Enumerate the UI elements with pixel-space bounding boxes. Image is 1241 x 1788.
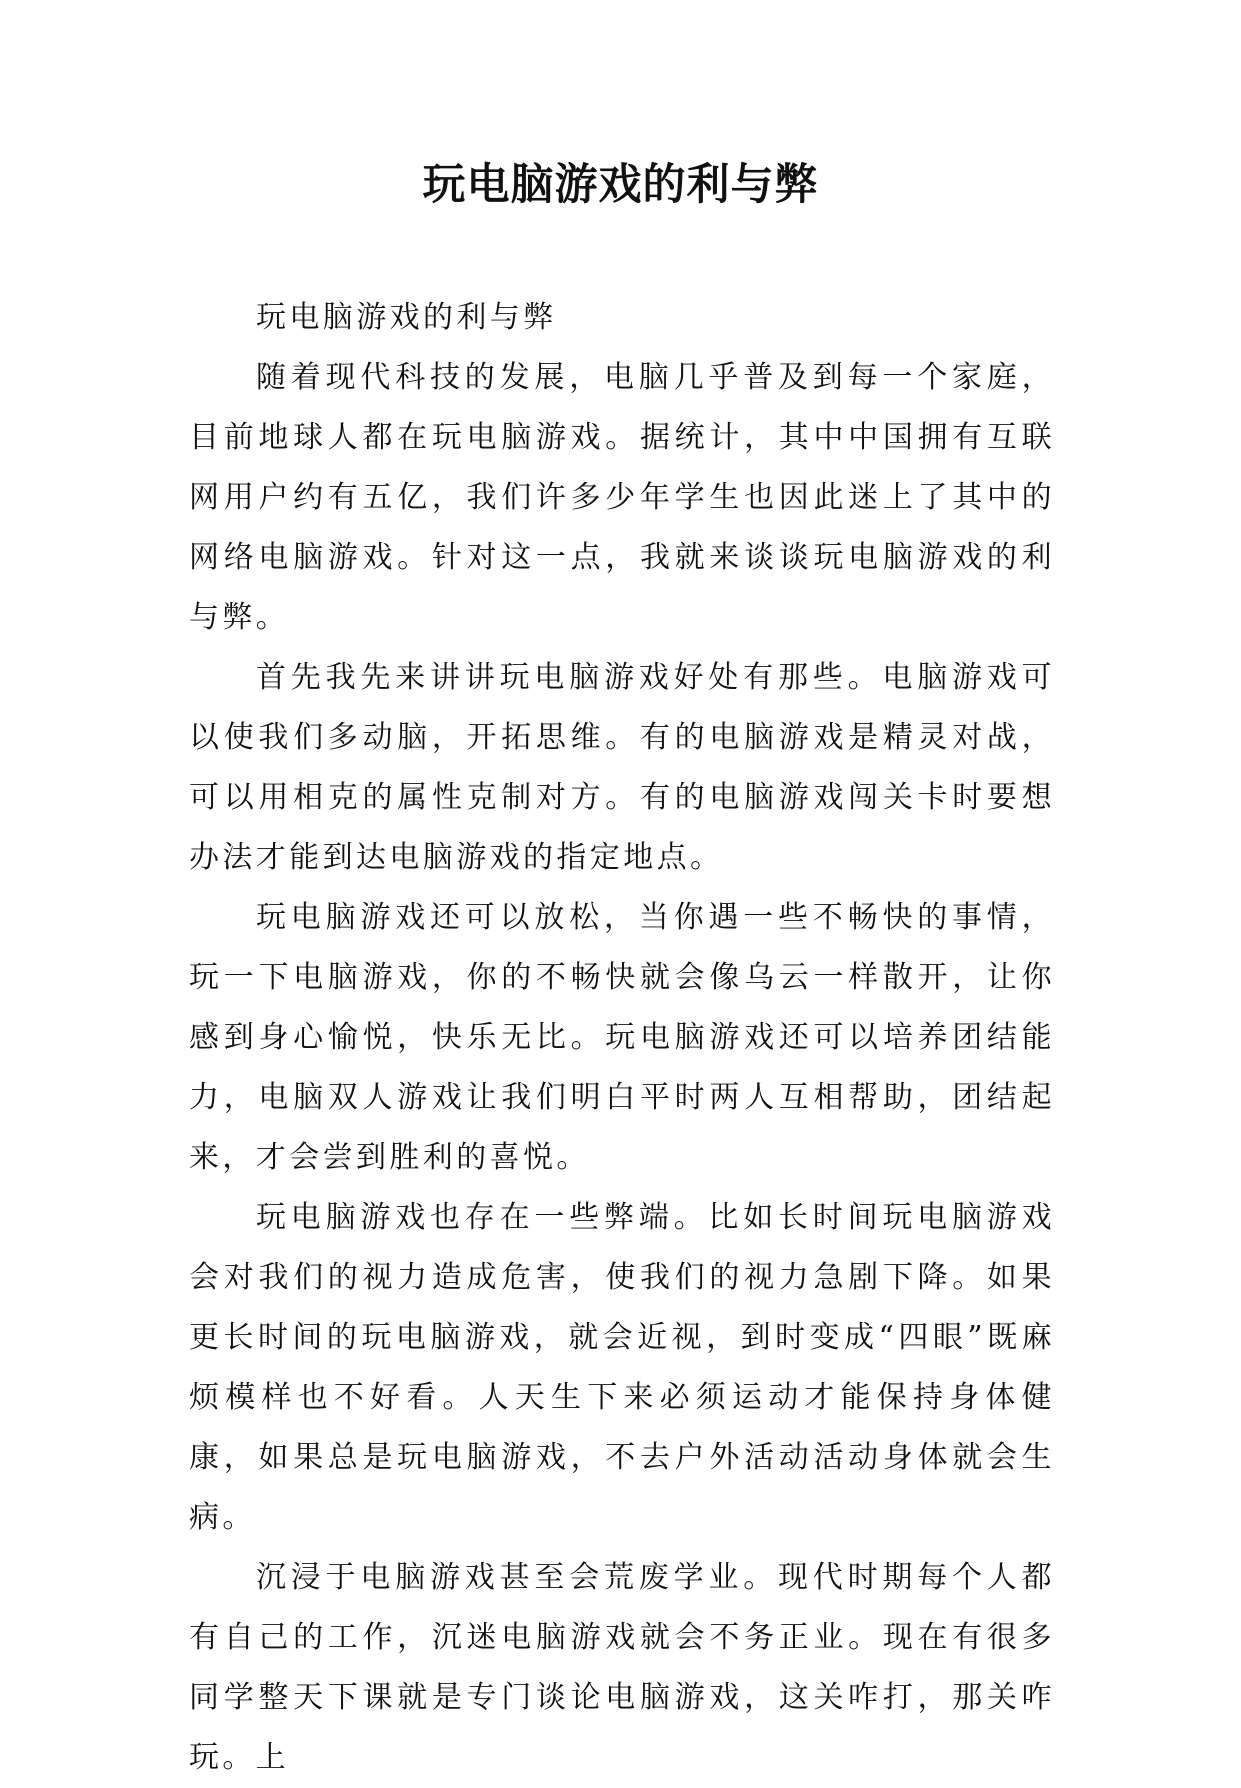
paragraph-introduction: 随着现代科技的发展，电脑几乎普及到每一个家庭，目前地球人都在玩电脑游戏。据统计，其中中国拥有互联网用户约有五亿，我们许多少年学生也因此迷上了其中的网络电脑游戏。针对这一点，我就来谈谈玩电脑游戏的利与弊。 <box>189 360 1055 635</box>
paragraph-benefits-thinking: 首先我先来讲讲玩电脑游戏好处有那些。电脑游戏可以使我们多动脑，开拓思维。有的电脑游戏是精灵对战，可以用相克的属性克制对方。有的电脑游戏闯关卡时要想办法才能到达电脑游戏的指定地点。 <box>189 660 1055 875</box>
paragraph-benefits-relaxation: 玩电脑游戏还可以放松，当你遇一些不畅快的事情，玩一下电脑游戏，你的不畅快就会像乌云一样散开，让你感到身心愉悦，快乐无比。玩电脑游戏还可以培养团结能力，电脑双人游戏让我们明白平时两人互相帮助，团结起来，才会尝到胜利的喜悦。 <box>189 900 1055 1175</box>
document-title: 玩电脑游戏的利与弊 <box>422 160 819 210</box>
paragraph-subtitle: 玩电脑游戏的利与弊 <box>256 300 557 335</box>
paragraph-drawbacks-study: 沉浸于电脑游戏甚至会荒废学业。现代时期每个人都有自己的工作，沉迷电脑游戏就会不务正业。现在有很多同学整天下课就是专门谈论电脑游戏，这关咋打，那关咋玩。上 <box>189 1560 1055 1775</box>
paragraph-drawbacks-health: 玩电脑游戏也存在一些弊端。比如长时间玩电脑游戏会对我们的视力造成危害，使我们的视力急剧下降。如果更长时间的玩电脑游戏，就会近视，到时变成“四眼”既麻烦模样也不好看。人天生下来必须运动才能保持身体健康，如果总是玩电脑游戏，不去户外活动活动身体就会生病。 <box>189 1200 1055 1535</box>
document-body <box>189 288 1055 1788</box>
